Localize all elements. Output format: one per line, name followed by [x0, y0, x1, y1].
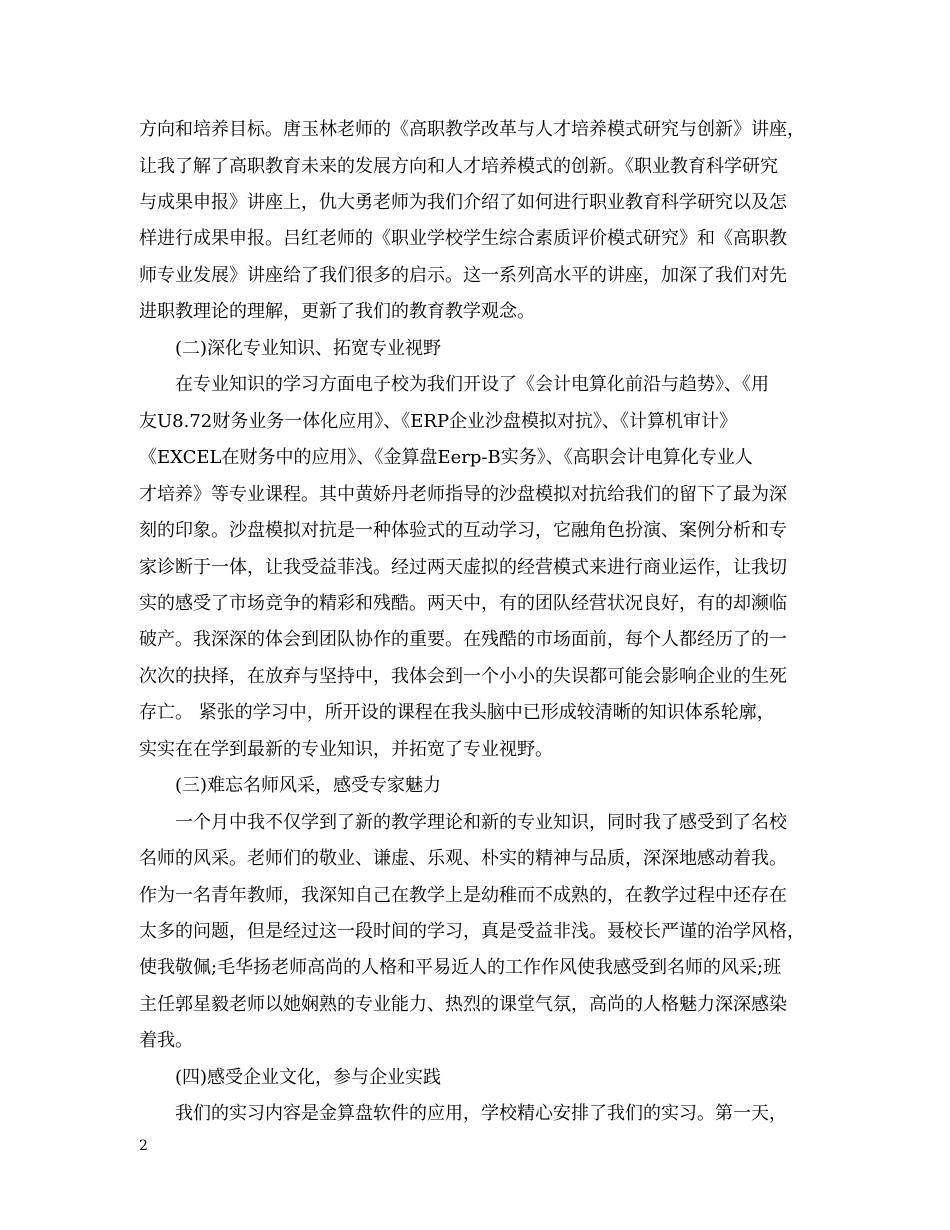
text-line: 友U8.72财务业务一体化应用》、《ERP企业沙盘模拟对抗》、《计算机审计》 [139, 411, 738, 432]
text-line: 作为一名青年教师，我深知自己在教学上是幼稚而不成熟的，在教学过程中还存在 [139, 885, 787, 906]
text-line: 实的感受了市场竞争的精彩和残酷。两天中，有的团队经营状况良好，有的却濒临 [139, 593, 787, 614]
text-line: 与成果申报》讲座上，仇大勇老师为我们介绍了如何进行职业教育科学研究以及怎 [139, 192, 787, 213]
text-line: 方向和培养目标。唐玉林老师的《高职教学改革与人才培养模式研究与创新》讲座， [139, 119, 805, 140]
text-line: 师专业发展》讲座给了我们很多的启示。这一系列高水平的讲座，加深了我们对先 [139, 265, 787, 286]
text-line: 实实在在学到最新的专业知识，并拓宽了专业视野。 [139, 739, 553, 760]
text-line: 名师的风采。老师们的敬业、谦虚、乐观、朴实的精神与品质，深深地感动着我。 [139, 848, 787, 869]
section-heading: (四)感受企业文化，参与企业实践 [139, 1067, 442, 1088]
text-line: 使我敬佩;毛华扬老师高尚的人格和平易近人的工作作风使我感受到名师的风采;班 [139, 957, 782, 978]
text-line: 次次的抉择，在放弃与坚持中，我体会到一个小小的失误都可能会影响企业的生死 [139, 666, 787, 687]
text-line: 一个月中我不仅学到了新的教学理论和新的专业知识，同时我了感受到了名校 [139, 812, 787, 833]
section-heading: (三)难忘名师风采，感受专家魅力 [139, 775, 442, 796]
text-line: 在专业知识的学习方面电子校为我们开设了《会计电算化前沿与趋势》、《用 [139, 374, 769, 395]
text-line: 着我。 [139, 1030, 193, 1051]
page-number: 2 [139, 1138, 148, 1154]
text-line: 样进行成果申报。吕红老师的《职业学校学生综合素质评价模式研究》和《高职教 [139, 228, 787, 249]
text-line: 让我了解了高职教育未来的发展方向和人才培养模式的创新。《职业教育科学研究 [139, 156, 778, 177]
text-line: 太多的问题，但是经过这一段时间的学习，真是受益非浅。聂校长严谨的治学风格， [139, 921, 805, 942]
text-line: 主任郭星毅老师以她娴熟的专业能力、热烈的课堂气氛，高尚的人格魅力深深感染 [139, 994, 787, 1015]
text-line: 进职教理论的理解，更新了我们的教育教学观念。 [139, 301, 535, 322]
text-line: 破产。我深深的体会到团队协作的重要。在残酷的市场面前，每个人都经历了的一 [139, 629, 787, 650]
text-line: 存亡。 紧张的学习中，所开设的课程在我头脑中已形成较清晰的知识体系轮廓， [139, 702, 775, 723]
text-line: 刻的印象。沙盘模拟对抗是一种体验式的互动学习，它融角色扮演、案例分析和专 [139, 520, 787, 541]
text-line: 《EXCEL在财务中的应用》、《金算盘Eerp-B实务》、《高职会计电算化专业人 [139, 447, 753, 468]
text-line: 家诊断于一体，让我受益菲浅。经过两天虚拟的经营模式来进行商业运作，让我切 [139, 557, 787, 578]
section-heading: (二)深化专业知识、拓宽专业视野 [139, 338, 442, 359]
text-line: 才培养》等专业课程。其中黄娇丹老师指导的沙盘模拟对抗给我们的留下了最为深 [139, 484, 787, 505]
text-line: 我们的实习内容是金算盘软件的应用，学校精心安排了我们的实习。第一天， [139, 1103, 787, 1124]
